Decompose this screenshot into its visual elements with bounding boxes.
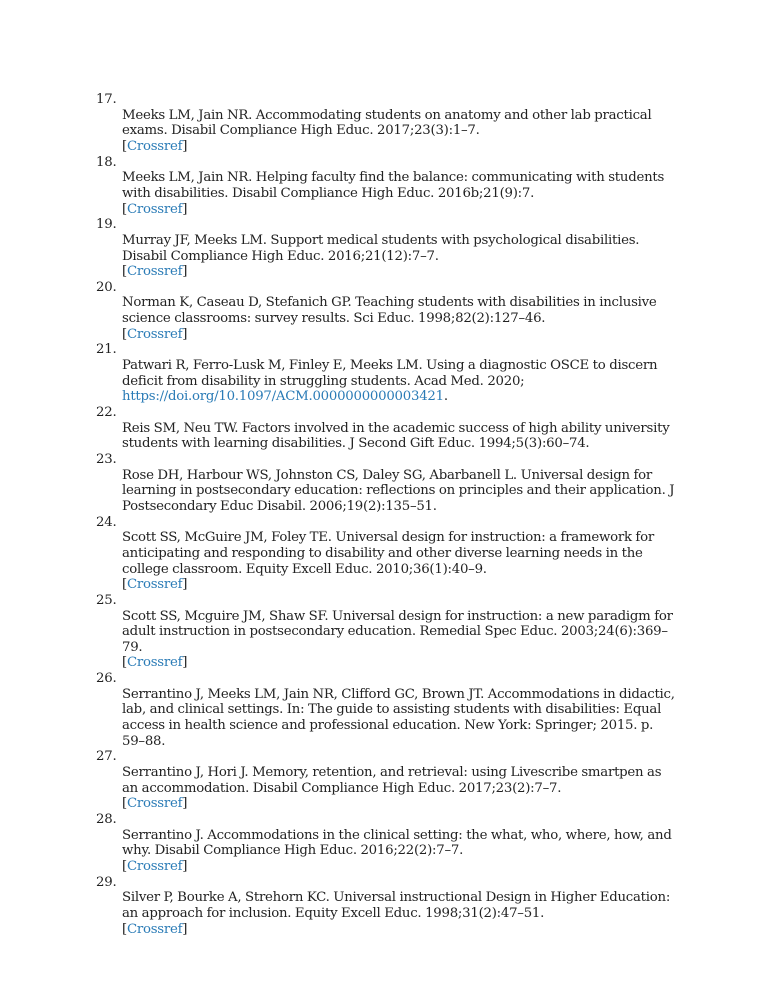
reference-number: 26. (96, 671, 117, 687)
crossref-link[interactable]: [Crossref] (122, 858, 188, 874)
crossref-label[interactable]: Crossref (126, 655, 183, 671)
reference-text: Meeks LM, Jain NR. Accommodating students on anatomy and other lab practical exams. Disabil Compliance High Educ. 2017;23(3):1–7. (122, 107, 652, 139)
crossref-link[interactable]: [Crossref] (122, 138, 188, 154)
reference-body (0, 609, 772, 672)
reference-link-suffix: . (443, 389, 448, 405)
crossref-link[interactable]: [Crossref] (122, 201, 188, 217)
reference-body (0, 687, 772, 750)
crossref-label[interactable]: Crossref (126, 264, 183, 280)
reference-item (0, 515, 772, 593)
reference-body (0, 468, 772, 515)
reference-number: 23. (96, 452, 117, 467)
reference-item (0, 749, 772, 812)
reference-item (0, 280, 772, 343)
reference-item (0, 155, 772, 218)
doi-link[interactable]: https://doi.org/10.1097/ACM.0000000000003421 (122, 389, 444, 405)
reference-text: Meeks LM, Jain NR. Helping faculty find the balance: communicating with students with disabilities. Disabil Compliance High Educ. 2016b;21(9):7. (122, 170, 665, 201)
reference-number: 20. (96, 279, 117, 295)
reference-number: 19. (96, 217, 117, 233)
reference-body (0, 170, 772, 217)
reference-item (0, 812, 772, 875)
crossref-link[interactable]: [Crossref] (122, 921, 188, 937)
reference-item (0, 452, 772, 515)
reference-number: 27. (96, 749, 117, 765)
crossref-label[interactable]: Crossref (126, 201, 183, 217)
reference-body (0, 765, 772, 812)
reference-text: Rose DH, Harbour WS, Johnston CS, Daley SG, Abarbanell L. Universal design for learning in postsecondary education: reflections on principles and their application. J Postsecondary Educ Disabil. 2006;19(2):135–51. (122, 467, 675, 514)
reference-text: Murray JF, Meeks LM. Support medical students with psychological disabilities. Disabil Compliance High Educ. 2016;21(12):7–7. (122, 232, 640, 264)
crossref-link[interactable]: [Crossref] (122, 326, 188, 342)
reference-list (0, 92, 772, 937)
reference-body (0, 233, 772, 280)
reference-text: Patwari R, Ferro-Lusk M, Finley E, Meeks LM. Using a diagnostic OSCE to discern deficit from disability in struggling students. Acad Med. 2020; (122, 358, 658, 389)
reference-item (0, 671, 772, 749)
reference-body (0, 530, 772, 593)
crossref-link[interactable]: [Crossref] (122, 655, 188, 671)
reference-body (0, 421, 772, 452)
reference-text: Silver P, Bourke A, Strehorn KC. Universal instructional Design in Higher Education: an approach for inclusion. Equity Excell Educ. 1998;31(2):47–51. (122, 890, 671, 921)
reference-number: 28. (96, 812, 117, 828)
reference-item (0, 342, 772, 405)
reference-text: Serrantino J, Hori J. Memory, retention, and retrieval: using Livescribe smartpen as an accommodation. Disabil Compliance High Educ. 2017;23(2):7–7. (122, 765, 662, 796)
crossref-label[interactable]: Crossref (126, 858, 183, 874)
reference-text: Norman K, Caseau D, Stefanich GP. Teaching students with disabilities in inclusive science classrooms: survey results. Sci Educ. 1998;82(2):127–46. (122, 295, 657, 327)
reference-number: 22. (96, 405, 117, 421)
reference-number: 17. (96, 92, 117, 107)
reference-text: Serrantino J, Meeks LM, Jain NR, Clifford GC, Brown JT. Accommodations in didactic, lab, and clinical settings. In: The guide to assisting students with disabilities: Equal access in health science and professional education. New York: Springer; 2015. p. 59–88. (122, 686, 675, 749)
reference-number: 24. (96, 514, 117, 530)
reference-item (0, 875, 772, 938)
reference-item (0, 405, 772, 452)
reference-item (0, 92, 772, 155)
reference-body (0, 108, 772, 155)
reference-body (0, 890, 772, 937)
reference-body (0, 295, 772, 342)
crossref-label[interactable]: Crossref (126, 921, 183, 937)
reference-number: 25. (96, 592, 117, 608)
crossref-link[interactable]: [Crossref] (122, 264, 188, 280)
reference-number: 18. (96, 154, 117, 170)
crossref-label[interactable]: Crossref (126, 138, 183, 154)
reference-number: 29. (96, 874, 117, 890)
reference-item (0, 593, 772, 671)
crossref-label[interactable]: Crossref (126, 326, 183, 342)
reference-text: Scott SS, Mcguire JM, Shaw SF. Universal design for instruction: a new paradigm for adult instruction in postsecondary education. Remedial Spec Educ. 2003;24(6):369–79. (122, 608, 673, 655)
crossref-label[interactable]: Crossref (126, 577, 183, 593)
crossref-label[interactable]: Crossref (126, 796, 183, 812)
reference-number: 21. (96, 342, 117, 358)
reference-body (0, 358, 772, 405)
crossref-link[interactable]: [Crossref] (122, 796, 188, 812)
reference-item (0, 217, 772, 280)
reference-text: Scott SS, McGuire JM, Foley TE. Universal design for instruction: a framework for anticipating and responding to disability and other diverse learning needs in the college classroom. Equity Excell Educ. 2010;36(1):40–9. (122, 530, 654, 577)
reference-body (0, 828, 772, 875)
reference-text: Serrantino J. Accommodations in the clinical setting: the what, who, where, how, and why. Disabil Compliance High Educ. 2016;22(2):7–7. (122, 827, 672, 859)
crossref-link[interactable]: [Crossref] (122, 577, 188, 593)
reference-text: Reis SM, Neu TW. Factors involved in the academic success of high ability university students with learning disabilities. J Second Gift Educ. 1994;5(3):60–74. (122, 420, 670, 452)
